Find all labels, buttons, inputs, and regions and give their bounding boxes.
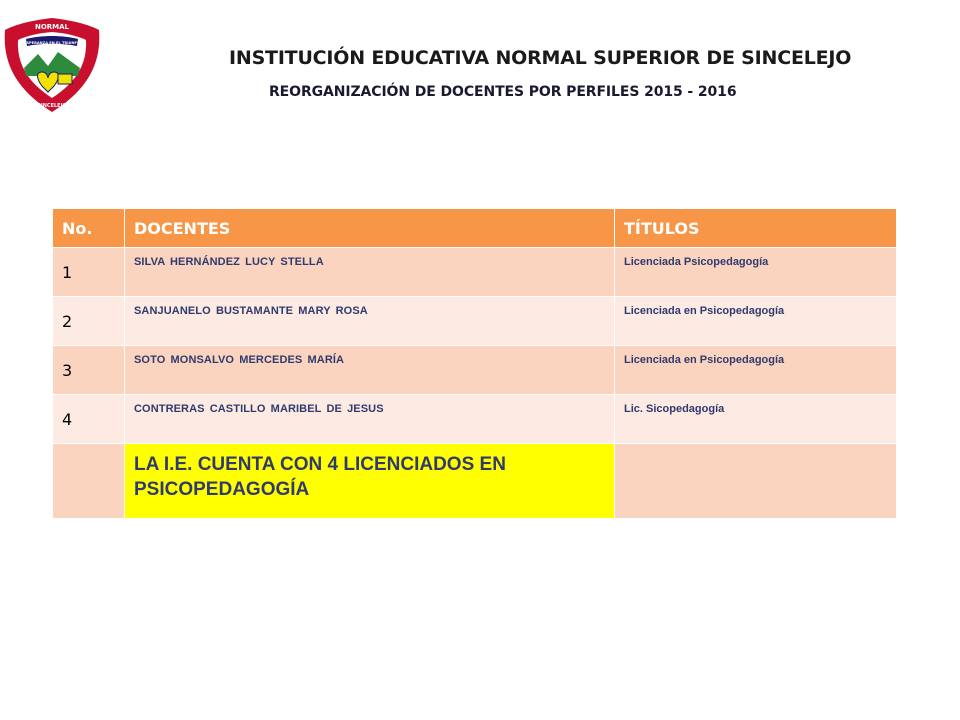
teacher-title: Licenciada en Psicopedagogía bbox=[615, 346, 897, 395]
summary-row bbox=[53, 444, 897, 519]
summary-empty-cell bbox=[53, 444, 125, 519]
column-header-titulos: TÍTULOS bbox=[615, 209, 897, 248]
summary-empty-cell bbox=[615, 444, 897, 519]
row-number: 1 bbox=[53, 248, 125, 297]
table-header-row bbox=[53, 209, 897, 248]
page-subtitle: REORGANIZACIÓN DE DOCENTES POR PERFILES 2015 - 2016 bbox=[269, 84, 737, 100]
svg-text:ESPERANZA EN EL TRIUNFO: ESPERANZA EN EL TRIUNFO bbox=[23, 41, 81, 45]
teacher-title: Licenciada Psicopedagogía bbox=[615, 248, 897, 297]
row-number: 4 bbox=[53, 395, 125, 444]
column-header-no: No. bbox=[53, 209, 125, 248]
summary-highlight: LA I.E. CUENTA CON 4 LICENCIADOS EN PSICOPEDAGOGÍA bbox=[125, 444, 615, 519]
institution-logo bbox=[2, 16, 102, 114]
teacher-name: SANJUANELO BUSTAMANTE MARY ROSA bbox=[125, 297, 615, 346]
table-row bbox=[53, 248, 897, 297]
svg-text:NORMAL: NORMAL bbox=[34, 23, 70, 31]
row-number: 3 bbox=[53, 346, 125, 395]
teacher-name: CONTRERAS CASTILLO MARIBEL DE JESUS bbox=[125, 395, 615, 444]
teacher-name: SILVA HERNÁNDEZ LUCY STELLA bbox=[125, 248, 615, 297]
page-title: INSTITUCIÓN EDUCATIVA NORMAL SUPERIOR DE SINCELEJO bbox=[229, 47, 852, 69]
teacher-name: SOTO MONSALVO MERCEDES MARÍA bbox=[125, 346, 615, 395]
table-row bbox=[53, 297, 897, 346]
teacher-title: Licenciada en Psicopedagogía bbox=[615, 297, 897, 346]
table-row bbox=[53, 395, 897, 444]
teacher-title: Lic. Sicopedagogía bbox=[615, 395, 897, 444]
table-row bbox=[53, 346, 897, 395]
row-number: 2 bbox=[53, 297, 125, 346]
column-header-docentes: DOCENTES bbox=[125, 209, 615, 248]
teachers-table bbox=[52, 208, 897, 519]
svg-text:SINCELEJO: SINCELEJO bbox=[37, 103, 67, 109]
